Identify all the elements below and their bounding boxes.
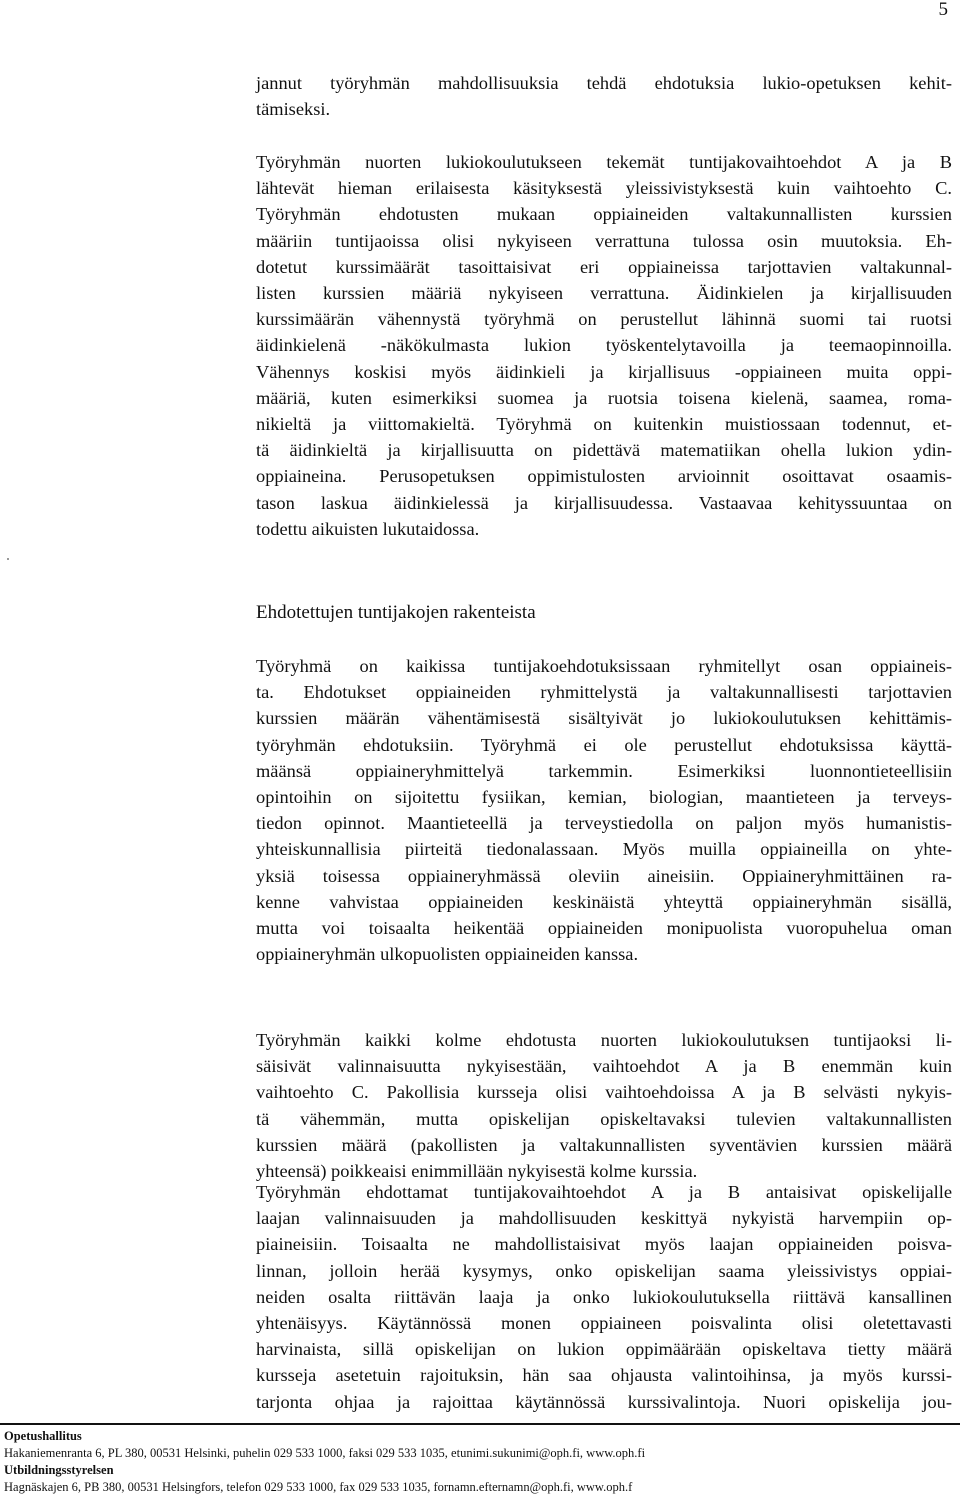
text-line: kurssien määrän vähentämisestä sisältyivät jo lukiokoulutuksen kehittämis-	[256, 708, 952, 729]
text-line: jannut työryhmän mahdollisuuksia tehdä ehdotuksia lukio-opetuksen kehit-	[256, 73, 952, 93]
text-line: kurssien määrä (pakollisten ja valtakunnallisten syventävien kurssien määrä	[256, 1134, 952, 1155]
paragraph-text	[256, 653, 952, 967]
text-line: säisivät valinnaisuutta nykyisestään, vaihtoehdot A ja B enemmän kuin	[256, 1056, 952, 1077]
text-line: Työryhmän ehdottamat tuntijakovaihtoehdot A ja B antaisivat opiskelijalle	[256, 1182, 952, 1202]
paragraph-alternatives-a-b	[256, 1179, 952, 1415]
text-line: tarjonta ohjaa ja rajoittaa käytännössä kurssivalintoja. Nuori opiskelija jou-	[256, 1391, 952, 1412]
text-line: äidinkielenä -näkökulmasta lukion työskentelytavoilla ja teemaopinnoilla.	[256, 335, 952, 356]
text-line: kursseja asetetuin rajoituksin, hän saa ohjausta valintoihinsa, ja myös kurssi-	[256, 1365, 952, 1386]
text-line: lähtevät hieman erilaisesta käsityksestä yleissivistyksestä kuin vaihtoehto C.	[256, 178, 952, 199]
paragraph-intro-continuation	[256, 70, 952, 122]
text-line: mutta voi toisaalta heikentää oppiaineiden monipuolista vuoropuhelua oman	[256, 918, 952, 939]
paragraph-text	[256, 70, 952, 122]
text-line: Työryhmä on kaikissa tuntijakoehdotuksissaan ryhmitellyt osan oppiaineis-	[256, 656, 952, 676]
text-line: ta. Ehdotukset oppiaineiden ryhmittelystä ja valtakunnallisesti tarjottavien	[256, 682, 952, 703]
text-line: listen kurssien määriä nykyiseen verrattuna. Äidinkielen ja kirjallisuuden	[256, 283, 952, 304]
text-line: oppiaineina. Perusopetuksen oppimistulosten arvioinnit osoittavat osaamis-	[256, 466, 952, 487]
text-line: harvinaista, sillä opiskelijan on lukion oppimäärään opiskeltava tietty määrä	[256, 1339, 952, 1360]
text-line: todettu aikuisten lukutaidossa.	[256, 518, 480, 539]
text-line: Työryhmän kaikki kolme ehdotusta nuorten lukiokoulutuksen tuntijaoksi li-	[256, 1030, 952, 1050]
text-line: laajan valinnaisuuden ja mahdollisuuden keskittyä nykyistä harvempiin op-	[256, 1208, 952, 1229]
text-line: työryhmän ehdotuksiin. Työryhmä ei ole perustellut ehdotuksissa käyttä-	[256, 734, 952, 755]
text-line: yhteensä) poikkeaisi enimmillään nykyisestä kolme kurssia.	[256, 1161, 698, 1182]
page-number: 5	[938, 0, 948, 20]
text-line: yksiä toisessa oppiaineryhmässä oleviin aineisiin. Oppiaineryhmittäinen ra-	[256, 865, 952, 886]
paragraph-text	[256, 1179, 952, 1415]
text-line: opintoihin on sijoitettu fysiikan, kemian, biologian, maantieteen ja terveys-	[256, 787, 952, 808]
text-line: piaineisiin. Toisaalta ne mahdollistaisivat myös laajan oppiaineiden poisva-	[256, 1234, 952, 1255]
paragraph-course-counts	[256, 149, 952, 542]
text-line: määriä, kuten esimerkiksi suomea ja ruotsia toisena kielenä, saamea, roma-	[256, 387, 952, 408]
paragraph-text	[256, 149, 952, 542]
section-heading: Ehdotettujen tuntijakojen rakenteista	[256, 602, 536, 623]
text-line: tason laskua äidinkielessä ja kirjallisuudessa. Vastaavaa kehityssuuntaa on	[256, 492, 952, 513]
text-line: neiden osalta riittävän laaja ja onko lukiokoulutuksella riittävä kansallinen	[256, 1286, 952, 1307]
text-line: nikieltä ja viittomakieltä. Työryhmä on kuitenkin muistiossaan todennut, et-	[256, 414, 952, 435]
text-line: kurssimäärän vähennystä työryhmä on perustellut lähinnä suomi tai ruotsi	[256, 309, 952, 330]
text-line: vaihtoehto C. Pakollisia kursseja olisi vaihtoehdoissa A ja B selvästi nykyis-	[256, 1082, 952, 1103]
paragraph-electives	[256, 1027, 952, 1184]
text-line: määriin tuntijaoissa olisi nykyiseen verrattuna tulossa osin muutoksia. Eh-	[256, 230, 952, 251]
text-line: tiedon opinnot. Maantieteellä ja terveystiedolla on paljon myös humanistis-	[256, 813, 952, 834]
text-line: Työryhmän nuorten lukiokoulutukseen tekemät tuntijakovaihtoehdot A ja B	[256, 152, 952, 172]
footer-address-finnish: Hakaniemenranta 6, PL 380, 00531 Helsinki, puhelin 029 533 1000, faksi 029 533 1035, etunimi.sukunimi@oph.fi, www.oph.fi	[4, 1446, 646, 1460]
text-line: tämiseksi.	[256, 99, 331, 120]
footer-divider	[0, 1423, 960, 1425]
text-line: oppiaineryhmän ulkopuolisten oppiaineiden kanssa.	[256, 944, 639, 965]
text-line: tä äidinkieltä ja kirjallisuutta on pidettävä matematiikan ohella lukion ydin-	[256, 440, 952, 461]
footer-address-swedish: Hagnäskajen 6, PB 380, 00531 Helsingfors, telefon 029 533 1000, fax 029 533 1035, fornamn.efternamn@oph.fi, www.oph.f	[4, 1480, 633, 1494]
text-line: tä vähemmän, mutta opiskelijan opiskeltavaksi tulevien valtakunnallisten	[256, 1108, 952, 1129]
text-line: yhteiskunnallisia piirteitä tiedonalassaan. Myös muilla oppiaineilla on yhte-	[256, 839, 952, 860]
footer-org-swedish: Utbildningsstyrelsen	[4, 1463, 114, 1477]
scan-speck	[7, 558, 9, 560]
text-line: Työryhmän ehdotusten mukaan oppiaineiden valtakunnallisten kurssien	[256, 204, 952, 225]
text-line: kenne vahvistaa oppiaineiden keskinäistä yhteyttä oppiaineryhmän sisällä,	[256, 891, 952, 912]
text-line: määnsä oppiaineryhmittelyä tarkemmin. Esimerkiksi luonnontieteellisiin	[256, 760, 952, 781]
text-line: yhtenäisyys. Käytännössä monen oppiaineen poisvalinta olisi oletettavasti	[256, 1313, 952, 1334]
paragraph-subject-groups	[256, 653, 952, 967]
footer-org-finnish: Opetushallitus	[4, 1429, 82, 1443]
text-line: dotetut kurssimäärät tasoittaisivat eri oppiaineissa tarjottavien valtakunnal-	[256, 256, 952, 277]
paragraph-text	[256, 1027, 952, 1184]
text-line: linnan, jolloin herää kysymys, onko opiskelijan saama yleissivistys oppiai-	[256, 1260, 952, 1281]
text-line: Vähennys koskisi myös äidinkieli ja kirjallisuus -oppiaineen muita oppi-	[256, 361, 952, 382]
